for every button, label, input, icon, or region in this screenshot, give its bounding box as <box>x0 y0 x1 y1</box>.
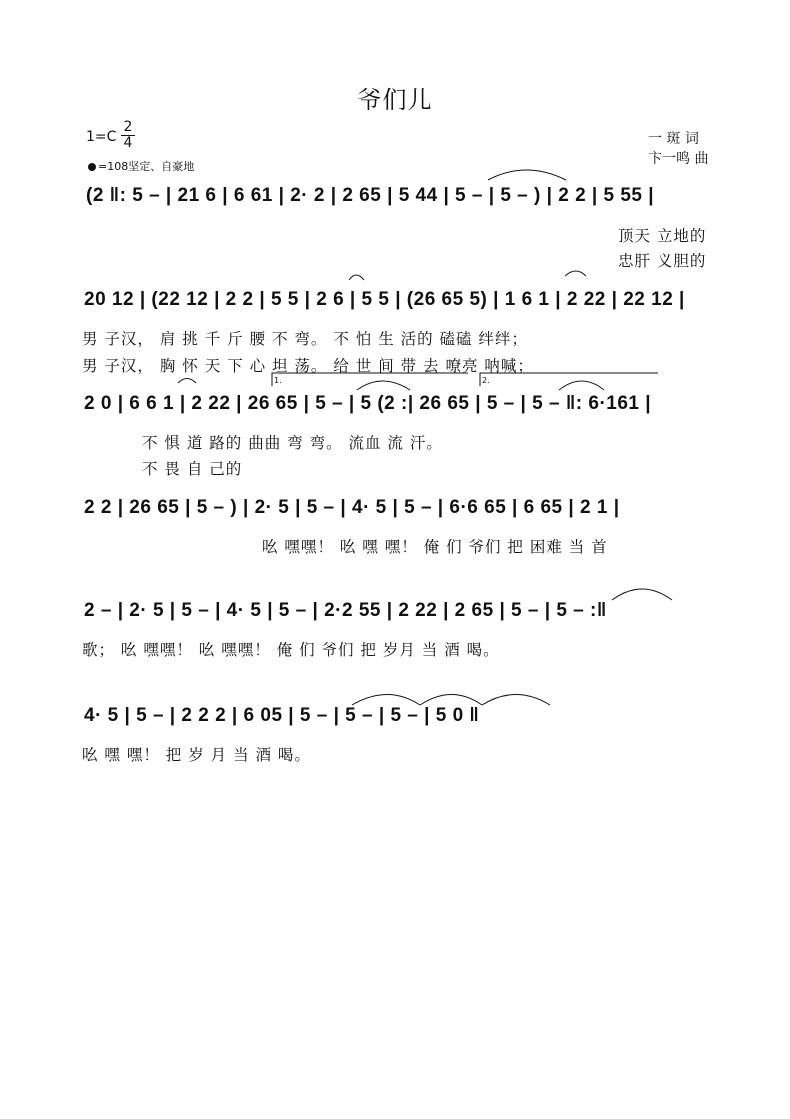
song-title: 爷们儿 <box>357 86 433 114</box>
slur-4 <box>178 379 196 384</box>
volta-2: 2. <box>482 376 490 385</box>
staff-line-2: 20 12 | (22 12 | 2 2 | 5 5 | 2 6 | 5 5 | (26 65 5) | 1 6 1 | 2 22 | 22 12 | <box>84 289 685 310</box>
lyric-5: 歌； 吆 嘿嘿！ 吆 嘿嘿！ 俺 们 爷们 把 岁月 当 酒 喝。 <box>82 641 500 659</box>
lyric-1-verse-1: 顶天 立地的 <box>618 227 707 245</box>
lyric-4: 吆 嘿嘿！ 吆 嘿 嘿！ 俺 们 爷们 把 困难 当 首 <box>262 538 608 556</box>
lyric-2-verse-1: 男 子汉， 肩 挑 千 斤 腰 不 弯。 不 怕 生 活的 磕磕 绊绊； <box>82 330 528 348</box>
slur-1 <box>488 170 566 180</box>
lyric-6: 吆 嘿 嘿！ 把 岁 月 当 酒 喝。 <box>82 746 311 764</box>
slur-3 <box>565 271 586 276</box>
staff-line-1: (2 ‖: 5 – | 21 6 | 6 61 | 2· 2 | 2 65 | 5 44 | 5 – | 5 – ) | 2 2 | 5 55 | <box>86 185 655 206</box>
staff-line-6: 4· 5 | 5 – | 2 2 2 | 6 05 | 5 – | 5 – | 5 – | 5 0 ‖ <box>84 705 480 726</box>
slur-5 <box>357 381 410 390</box>
slur-2 <box>349 275 364 280</box>
slur-9 <box>420 695 482 706</box>
slur-8 <box>352 695 420 706</box>
lyric-1-verse-2: 忠肝 义胆的 <box>618 252 707 270</box>
slur-7 <box>612 589 672 600</box>
key-signature: 1=C <box>86 129 117 145</box>
slur-6 <box>559 381 604 390</box>
tempo-marking: =108坚定、自豪地 <box>88 158 194 174</box>
lyricist-credit: 一 斑 词 <box>648 131 699 147</box>
lyric-3-verse-1: 不 惧 道 路的 曲曲 弯 弯。 流血 流 汗。 <box>142 434 443 452</box>
staff-line-5: 2 – | 2· 5 | 5 – | 4· 5 | 5 – | 2·2 55 | 2 22 | 2 65 | 5 – | 5 – :‖ <box>84 600 607 621</box>
meter-denominator: 4 <box>123 135 133 151</box>
lyric-3-verse-2: 不 畏 自 己的 <box>142 460 243 478</box>
slur-10 <box>482 695 550 706</box>
staff-line-4: 2 2 | 26 65 | 5 – ) | 2· 5 | 5 – | 4· 5 | 5 – | 6·6 65 | 6 65 | 2 1 | <box>84 497 620 518</box>
staff-line-3: 2 0 | 6 6 1 | 2 22 | 26 65 | 5 – | 5 (2 :| 26 65 | 5 – | 5 – ‖: 6·161 | <box>84 393 652 414</box>
volta-bracket-1 <box>272 373 468 386</box>
meter-numerator: 2 <box>121 120 135 136</box>
lyric-2-verse-2: 男 子汉， 胸 怀 天 下 心 坦 荡。 给 世 间 带 去 嘹亮 呐喊； <box>82 357 534 375</box>
composer-credit: 卞一鸣 曲 <box>648 151 709 167</box>
volta-1: 1. <box>274 376 282 385</box>
